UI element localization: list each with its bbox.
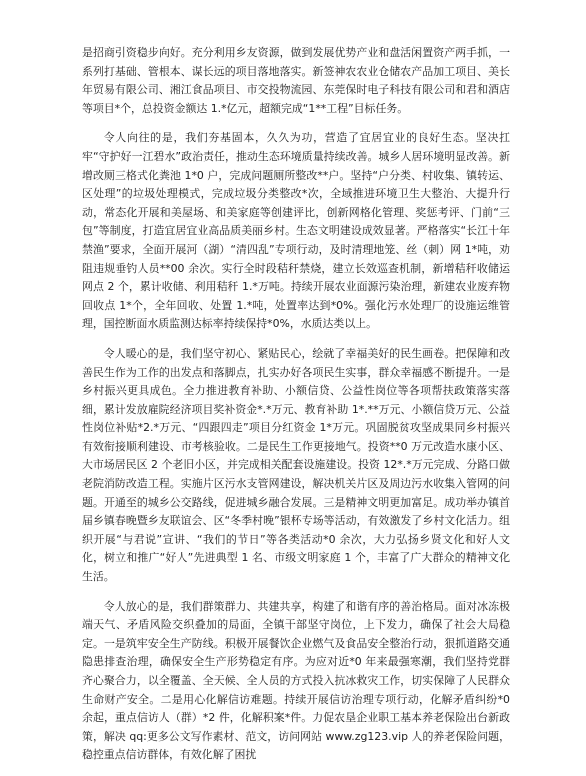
paragraph-governance: 令人放心的是，我们群策群力、共建共享，构建了和谐有序的善治格局。面对冰冻极端天气、矛盾风险交织叠加的局面，全镇干部坚守岗位，上下发力，确保了社会大局稳定。一是筑牢安全生产防线。积极开展餐饮企业燃气及食品安全整治行动，狠抓道路交通隐患排查治理，确保安全生产形势稳定有序。为应对近*0 年来最强寒潮，我们坚持党群齐心聚合力，以全覆盖、全天候、全人员的方式投入抗冰救灾工作，切实保障了人民群众生命财产安全。二是用心化解信访难题。持续开展信访治理专项行动，化解矛盾纠纷*0 余起，重点信访人（群）*2 件，化解积案*件。力促农垦企业职工基本养老保险出台新政策，解决 qq:更多公文写作素材、范文，访问网站 www.zg123.vip 人的养老保险问题，稳控重点信访群体，有效化解了困扰 (82, 599, 510, 762)
document-page (82, 0, 510, 776)
paragraph-livelihood: 令人暖心的是，我们坚守初心、紧贴民心，绘就了幸福美好的民生画卷。把保障和改善民生作为工作的出发点和落脚点，扎实办好各项民生实事，群众幸福感不断提升。一是乡村振兴更具成色。全力推进教育补助、小额信贷、公益性岗位等各项帮扶政策落实落细，累计发放雇院经济项目奖补资金*.*万元、教育补助 1*.**万元、小额信贷万元、公益性岗位补贴*2.*万元、“四跟四走”项目分红资金 1*万元。巩固脱贫攻坚成果同乡村振兴有效衔接顺利建设、市考核验收。二是民生工作更接地气。投资**0 万元改造水康小区、大市场居民区 2 个老旧小区，并完成相关配套设施建设。投资 12*.*万元完成、分路口做老院消防改造工程。实施片区污水支管网建设，解决机关片区及周边污水收集入管网的问题。开通至的城乡公交路线，促进城乡融合发展。三是精神文明更加富足。成功举办镇首届乡镇春晚暨乡友联谊会、区“冬季村晚”银杯专场等活动，有效激发了乡村文化活力。组织开展“与君说”宣讲、“我们的节日”等各类活动*0 余次，大力弘扬乡贤文化和好人文化，树立和推广“好人”先进典型 1 名、市级文明家庭 1 个，丰富了广大群众的精神文化生活。 (82, 346, 510, 584)
paragraph-ecology: 令人向往的是，我们夯基固本，久久为功，营造了宜居宜业的良好生态。坚决扛牢“守护好一江碧水”政治责任，推动生态环境质量持续改善。城乡人居环境明显改善。新增改厕三格式化粪池 1*0 户，完成问题厕所整改**户。坚持“户分类、村收集、镇转运、区处理”的垃圾处理模式，完成垃圾分类整改*次，全域推进环境卫生大整治、大提升行动，常态化开展和美屋场、和美家庭等创建评比，创新网格化管理、奖惩考评、门前“三包”等制度，打造宜居宜业高品质美丽乡村。生态文明建设成效显著。严格落实“长江十年禁渔”要求，全面开展河（湖）“清四乱”专项行动，及时清理地笼、丝（刺）网 1*吨，劝阻违规垂钓人员**00 余次。实行全时段秸秆禁烧，建立长效巡查机制，新增秸秆收储运网点 2 个，累计收储、利用秸秆 1.*万吨。持续开展农业面源污染治理，新建农业废弃物回收点 1*个，全年回收、处置 1.*吨，处置率达到*0%。强化污水处理厂的设施运维管理，国控断面水质监测达标率持续保持*0%，水质达类以上。 (82, 131, 510, 331)
paragraph-investment: 是招商引资稳步向好。充分利用乡友资源，做到发展优势产业和盘活闲置资产两手抓，一系列打基础、管根本、谋长远的项目落地落实。新签神农农业仓储农产品加工项目、美长年贸易有限公司、湘江食品项目、市交投物流园、东莞保时电子科技有限公司和君和酒店等项目*个，总投资金额达 1.*亿元，超额完成“1**工程”目标任务。 (82, 46, 510, 115)
